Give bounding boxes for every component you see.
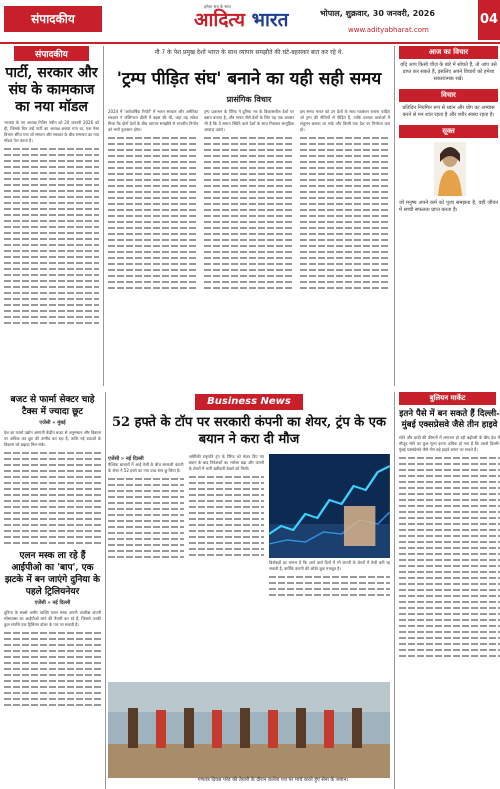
text-line [189, 476, 265, 478]
text-line [4, 178, 99, 180]
editorial-column [0, 46, 104, 386]
text-line [108, 191, 198, 193]
text-line [189, 536, 265, 538]
main-headline[interactable]: 'ट्रम्प पीड़ित संघ' बनाने का यही सही समय [116, 69, 382, 89]
text-line [300, 245, 390, 247]
text-line [108, 161, 198, 163]
business-col-2 [189, 454, 265, 600]
newspaper-logo[interactable] [194, 4, 304, 40]
text-line [300, 203, 390, 205]
text-line [108, 538, 184, 540]
text-line [4, 476, 101, 478]
text-line [204, 185, 294, 187]
text-line [108, 514, 184, 516]
text-line [399, 529, 500, 531]
text-line [4, 316, 99, 318]
text-line [399, 577, 500, 579]
bottom-right-column [394, 392, 500, 789]
text-line [204, 227, 294, 229]
text-line [300, 287, 390, 289]
dateline: भोपाल, शुक्रवार, 30 जनवरी, 2026 [320, 9, 435, 18]
text-line [204, 209, 294, 211]
text-line [4, 512, 101, 514]
text-line [399, 517, 500, 519]
text-line [4, 202, 99, 204]
text-line [399, 625, 500, 627]
main-col-1 [108, 109, 198, 293]
main-body [108, 109, 390, 293]
text-line [108, 173, 198, 175]
text-line [4, 148, 99, 150]
text-line [4, 190, 99, 192]
business-col-3-text: विशेषज्ञों का मानना है कि आने वाले दिनों में भी कंपनी के शेयरों में तेजी बनी रह सकती है, क्योंकि कंपनी की ऑर्डर बुक मजबूत है। [269, 560, 391, 571]
text-line [399, 631, 500, 633]
text-line [4, 500, 101, 502]
business-byline: एजेंसी » नई दिल्ली [108, 456, 144, 462]
text-line [4, 226, 99, 228]
text-line [108, 490, 184, 492]
text-line [399, 643, 500, 645]
text-line [108, 281, 198, 283]
text-line [4, 298, 99, 300]
text-line [4, 656, 101, 658]
text-line [108, 478, 184, 480]
text-line [399, 547, 500, 549]
text-line [204, 239, 294, 241]
text-line [4, 704, 101, 706]
text-line [108, 550, 184, 552]
text-line [399, 655, 500, 657]
text-line [4, 220, 99, 222]
text-line [300, 257, 390, 259]
text-line [300, 269, 390, 271]
text-line [300, 281, 390, 283]
text-line [108, 233, 198, 235]
business-news-banner: Business News [195, 394, 303, 410]
text-line [108, 221, 198, 223]
text-line [300, 263, 390, 265]
text-line [108, 484, 184, 486]
text-line [300, 143, 390, 145]
text-line [108, 287, 198, 289]
text-line [108, 185, 198, 187]
text-line [399, 499, 500, 501]
parade-caption: गणतंत्र दिवस परेड की तैयारी के दौरान कर्तव्य पथ पर मार्च करते हुए सेना के जवान। [197, 777, 349, 783]
text-line [4, 464, 101, 466]
elon-headline[interactable]: एलन मस्क ला रहे हैं आईपीओ का 'बाप', एक झटके में बन जाएंगे दुनिया के पहले ट्रिलियनेयर [4, 551, 101, 597]
text-line [108, 197, 198, 199]
text-line [108, 203, 198, 205]
business-headline[interactable]: 52 हफ्ते के टॉप पर सरकारी कंपनी का शेयर, ट्रंप के एक बयान ने करा दी मौज [112, 415, 386, 447]
text-line [399, 607, 500, 609]
text-line [108, 179, 198, 181]
text-line [4, 274, 99, 276]
text-line [4, 638, 101, 640]
editorial-headline[interactable]: पार्टी, सरकार और संघ के कामकाज का नया मॉडल [5, 65, 98, 115]
text-line [108, 544, 184, 546]
text-line [4, 542, 101, 544]
text-line [300, 191, 390, 193]
text-line [204, 179, 294, 181]
budget-headline[interactable]: बजट से फार्मा सेक्टर चाहे टैक्स में ज्यादा छूट [10, 395, 95, 417]
text-line [108, 556, 184, 558]
main-subhead: प्रासंगिक विचार [226, 95, 272, 104]
text-line [4, 160, 99, 162]
text-line [4, 292, 99, 294]
text-line [4, 452, 101, 454]
text-line [300, 209, 390, 211]
text-line [204, 197, 294, 199]
text-line [4, 214, 99, 216]
section-label: संपादकीय [4, 6, 102, 32]
text-line [108, 275, 198, 277]
text-line [4, 280, 99, 282]
text-line [189, 542, 265, 544]
text-line [4, 458, 101, 460]
page-number: 04 [478, 0, 500, 40]
text-line [108, 245, 198, 247]
main-col-3 [300, 109, 390, 293]
text-line [108, 520, 184, 522]
text-line [189, 500, 265, 502]
text-line [108, 263, 198, 265]
text-line [269, 594, 390, 596]
text-line [399, 511, 500, 513]
text-line [269, 588, 390, 590]
text-line [300, 149, 390, 151]
text-line [204, 143, 294, 145]
text-line [4, 250, 99, 252]
text-line [204, 215, 294, 217]
right-sidebar [394, 46, 500, 386]
text-line [189, 524, 265, 526]
text-line [300, 155, 390, 157]
text-line [4, 632, 101, 634]
text-line [204, 155, 294, 157]
text-line [4, 650, 101, 652]
budget-byline: एजेंसी » मुंबई [39, 420, 66, 426]
text-line [4, 304, 99, 306]
text-line [300, 185, 390, 187]
text-line [4, 232, 99, 234]
text-line [399, 487, 500, 489]
business-col-3 [269, 454, 390, 600]
text-line [399, 535, 500, 537]
text-line [204, 233, 294, 235]
text-line [204, 281, 294, 283]
text-line [108, 227, 198, 229]
bullion-headline[interactable]: इतने पैसे में बन सकते हैं दिल्ली-मुंबई एक्सप्रेसवे जैसे तीन हाइवे [399, 409, 500, 430]
business-col-2-text: अमेरिकी राष्ट्रपति ट्रंप के टैरिफ को लेकर दिए गए बयान के बाद निवेशकों का भरोसा बढ़ा और कंपनी के शेयरों में भारी खरीदारी देखने को मिली। [188, 454, 265, 471]
text-line [108, 257, 198, 259]
text-line [204, 167, 294, 169]
text-line [204, 191, 294, 193]
text-line [204, 257, 294, 259]
text-line [300, 275, 390, 277]
text-line [204, 161, 294, 163]
text-line [4, 518, 101, 520]
text-line [108, 269, 198, 271]
text-line [399, 601, 500, 603]
text-line [204, 275, 294, 277]
text-line [4, 154, 99, 156]
text-line [4, 244, 99, 246]
text-line [204, 149, 294, 151]
text-line [4, 268, 99, 270]
text-line [300, 221, 390, 223]
text-line [399, 637, 500, 639]
bottom-left-column [0, 392, 106, 789]
text-line [108, 215, 198, 217]
text-line [4, 238, 99, 240]
elon-byline: एजेंसी » नई दिल्ली [34, 600, 71, 606]
business-col-1-text: वैश्विक बाजारों में आई तेजी के बीच सरकारी कंपनी के शेयर ने 52 हफ्ते का नया उच्च स्तर छू लिया है। [108, 462, 184, 473]
website-link[interactable]: www.adityabharat.com [348, 26, 429, 34]
budget-body: देश का फार्मा उद्योग आगामी केंद्रीय बजट से अनुसंधान और विकास पर अधिक कर छूट की उम्मीद कर रहा है, ताकि नई दवाओं के विकास को बढ़ावा मिल सके। [4, 430, 101, 447]
text-line [4, 184, 99, 186]
elon-body: दुनिया के सबसे अमीर व्यक्ति एलन मस्क अपनी अंतरिक्ष कंपनी स्पेसएक्स का आईपीओ लाने की तैयारी कर रहे हैं, जिससे उनकी कुल संपत्ति एक ट्रिलियन डॉलर के पार जा सकती है। [4, 610, 101, 627]
text-line [189, 482, 265, 484]
text-line [399, 571, 500, 573]
text-line [300, 215, 390, 217]
text-line [4, 662, 101, 664]
text-line [269, 582, 390, 584]
text-line [4, 166, 99, 168]
text-line [189, 554, 265, 556]
text-line [204, 263, 294, 265]
text-line [189, 494, 265, 496]
text-line [300, 233, 390, 235]
sukti-title: सूक्त [399, 125, 498, 138]
main-col-2 [204, 109, 294, 293]
quote-title: आज का विचार [399, 46, 498, 59]
text-line [4, 310, 99, 312]
text-line [300, 137, 390, 139]
portrait-image [434, 142, 466, 196]
text-line [399, 589, 500, 591]
text-line [4, 494, 101, 496]
text-line [108, 149, 198, 151]
text-line [204, 245, 294, 247]
masthead [0, 0, 500, 44]
text-line [399, 505, 500, 507]
main-col-3-text: इस समय भारत को उन देशों के साथ गठबंधन बनाना चाहिए जो ट्रम्प की नीतियों से पीड़ित हैं, ताकि व्यापार वार्ताओं में संतुलन बनाया जा सके और किसी एक देश पर निर्भरता कम हो। [300, 109, 390, 132]
text-line [4, 488, 101, 490]
text-line [399, 493, 500, 495]
text-line [4, 686, 101, 688]
text-line [300, 179, 390, 181]
text-line [4, 644, 101, 646]
text-line [399, 613, 500, 615]
text-line [399, 619, 500, 621]
text-line [4, 322, 99, 324]
text-line [108, 251, 198, 253]
main-col-1-text: 2024 में 'अर्धवार्षिक रिपोर्ट' में भारत सरकार और अमेरिका सरकार ने वॉशिंगटन डीसी में बहस की थी, जहां यह संकेत मिला कि दोनों देशों के बीच व्यापार समझौते से भारतीय निर्यात को भारी नुकसान होगा। [108, 109, 198, 132]
text-line [4, 482, 101, 484]
text-line [108, 496, 184, 498]
text-line [108, 155, 198, 157]
text-line [108, 508, 184, 510]
text-line [4, 506, 101, 508]
text-line [399, 463, 500, 465]
text-line [300, 239, 390, 241]
text-line [204, 203, 294, 205]
bullion-label: बुलियन मार्केट [399, 392, 496, 405]
text-line [108, 209, 198, 211]
text-line [399, 523, 500, 525]
sukti-text: जो मनुष्य अपने कर्म को पूजा समझता है, वही जीवन में सच्ची सफलता प्राप्त करता है। [399, 200, 498, 213]
text-line [300, 173, 390, 175]
text-line [108, 502, 184, 504]
text-line [4, 286, 99, 288]
text-line [4, 674, 101, 676]
text-line [300, 251, 390, 253]
text-line [399, 565, 500, 567]
text-line [189, 512, 265, 514]
text-line [4, 196, 99, 198]
editorial-label: संपादकीय [14, 46, 89, 61]
business-col-1 [108, 454, 184, 600]
text-line [4, 536, 101, 538]
logo-tagline: हमेशा सच के साथ [204, 4, 231, 9]
text-line [399, 475, 500, 477]
main-article [108, 46, 390, 386]
text-line [4, 530, 101, 532]
text-line [300, 161, 390, 163]
business-news-section [108, 392, 390, 789]
vichar-title: विचार [399, 89, 498, 102]
text-line [108, 143, 198, 145]
editorial-body: भाजपा के नए अध्यक्ष नितिन नवीन को 20 जनवरी 2026 को ही, जिसके दिन उन्हें पार्टी का अध्यक्ष बनाया गया था, एक ऐसा विभाग सौंपा गया जो संगठन और सरकार के बीच समन्वय का नया मॉडल पेश करता है। [4, 120, 99, 143]
text-line [399, 553, 500, 555]
text-line [204, 287, 294, 289]
text-line [399, 541, 500, 543]
text-line [4, 524, 101, 526]
text-line [204, 269, 294, 271]
text-line [300, 197, 390, 199]
text-line [189, 530, 265, 532]
text-line [4, 470, 101, 472]
logo-left: आदित्य [194, 9, 245, 31]
quote-text: यदि आप किसी चीज़ के बारे में सोचते हैं, तो आप उसे प्राप्त कर सकते हैं, इसलिए अपने विचारों को हमेशा सकारात्मक रखें। [400, 62, 497, 82]
parade-photo [108, 682, 390, 778]
text-line [108, 239, 198, 241]
text-line [189, 518, 265, 520]
text-line [108, 526, 184, 528]
text-line [108, 167, 198, 169]
main-kicker: नौ 7 के पेश प्रमुख देशों भारत के साथ व्यापार समझौते की घंटे-बहसकर बात कर रहे थे. [154, 49, 344, 56]
text-line [189, 548, 265, 550]
text-line [204, 221, 294, 223]
text-line [399, 559, 500, 561]
text-line [4, 208, 99, 210]
text-line [4, 262, 99, 264]
text-line [4, 172, 99, 174]
text-line [269, 576, 390, 578]
text-line [204, 137, 294, 139]
text-line [399, 457, 500, 459]
text-line [204, 251, 294, 253]
text-line [108, 532, 184, 534]
text-line [4, 692, 101, 694]
text-line [399, 481, 500, 483]
main-col-2-text: ट्रम्प प्रशासन के टैरिफ ने दुनिया भर के विकासशील देशों पर दबाव बनाया है, और भारत जैसे देशों के लिए यह एक अवसर भी है कि वे समान स्थिति वाले देशों के साथ मिलकर सामूहिक आवाज़ उठाएं। [204, 109, 294, 132]
bullion-body: सोने और चांदी की कीमतों में लगातार हो रही बढ़ोतरी के बीच देश में मौजूद सोने का कुल मूल्य इतना अधिक हो गया है कि उससे दिल्ली-मुंबई एक्सप्रेसवे जैसे तीन बड़े हाइवे बनाए जा सकते हैं। [399, 435, 500, 452]
stock-market-photo [269, 454, 390, 558]
business-body [108, 454, 390, 600]
logo-right: भारत [251, 9, 289, 31]
vichar-text: प्रतिदिन नियमित रूप से ध्यान और योग का अभ्यास करने से मन शांत रहता है और शरीर स्वस्थ रहता है। [402, 105, 495, 118]
text-line [4, 698, 101, 700]
text-line [189, 506, 265, 508]
text-line [399, 649, 500, 651]
text-line [108, 137, 198, 139]
text-line [399, 595, 500, 597]
text-line [204, 173, 294, 175]
text-line [4, 680, 101, 682]
text-line [4, 256, 99, 258]
text-line [300, 227, 390, 229]
text-line [399, 469, 500, 471]
text-line [399, 583, 500, 585]
text-line [189, 488, 265, 490]
text-line [4, 668, 101, 670]
text-line [300, 167, 390, 169]
